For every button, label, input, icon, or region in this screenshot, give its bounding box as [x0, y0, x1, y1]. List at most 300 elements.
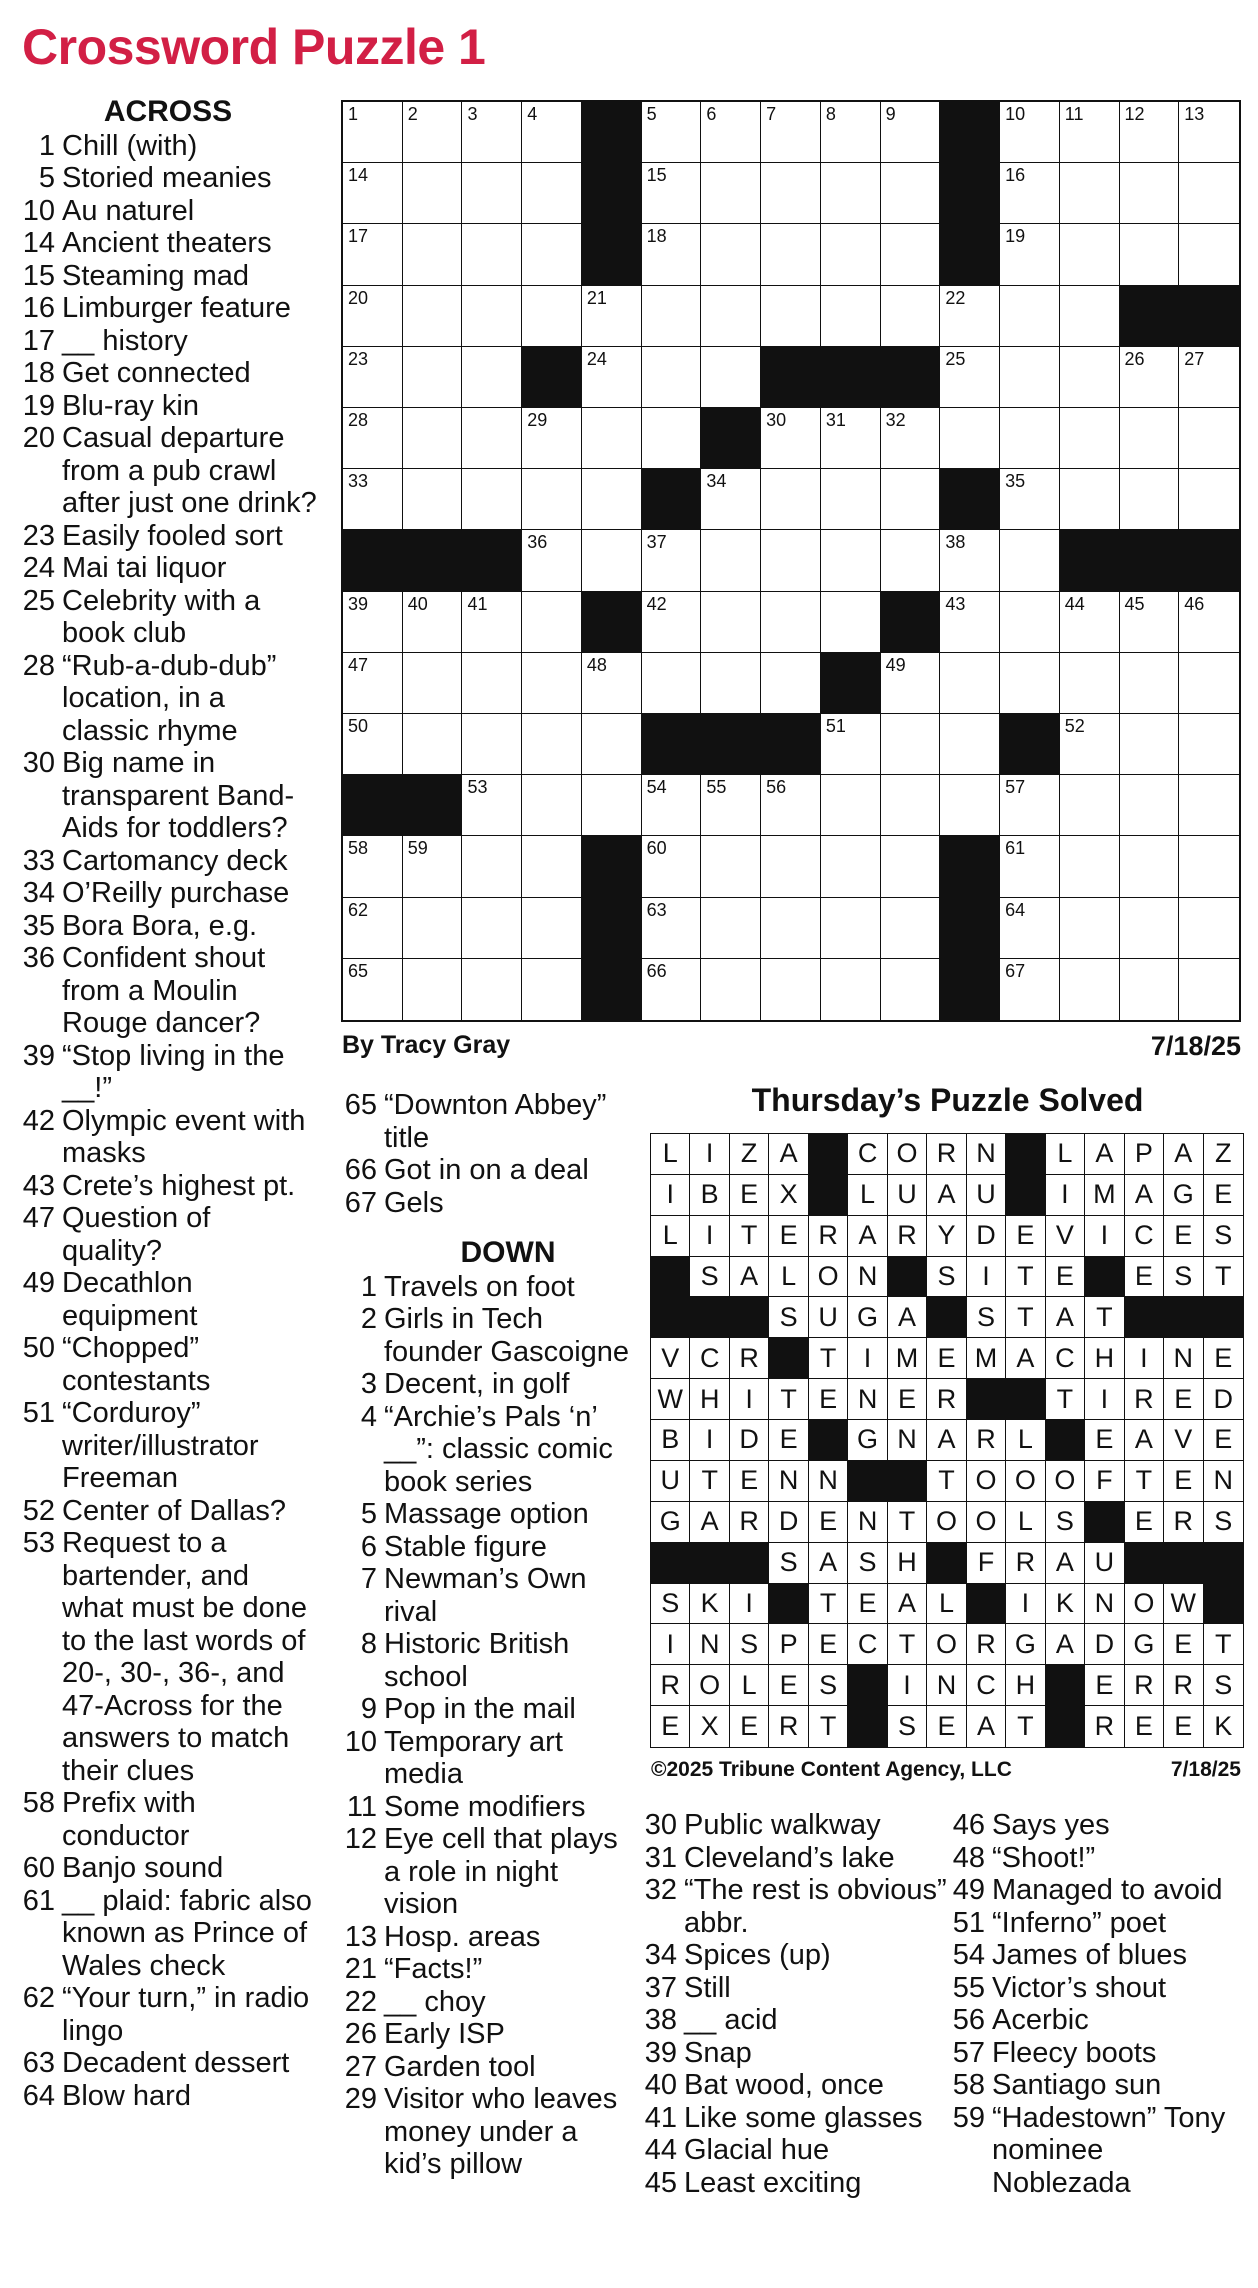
grid-cell[interactable]	[701, 163, 761, 224]
grid-cell[interactable]	[1060, 836, 1120, 897]
clue-number: 30	[644, 1809, 677, 1841]
grid-cell[interactable]	[1179, 836, 1239, 897]
grid-cell[interactable]	[821, 102, 881, 163]
grid-cell[interactable]	[1179, 775, 1239, 836]
grid-cell[interactable]	[881, 775, 941, 836]
grid-cell[interactable]	[821, 469, 881, 530]
clue-number: 51	[952, 1906, 985, 1939]
grid-cell[interactable]	[403, 714, 463, 775]
grid-cell[interactable]	[642, 836, 702, 897]
clue-number: 30	[22, 747, 55, 779]
grid-cell[interactable]	[881, 102, 941, 163]
solved-letter: T	[730, 1216, 769, 1257]
solved-letter: E	[769, 1216, 808, 1257]
grid-cell[interactable]	[1120, 714, 1180, 775]
clue-number: 58	[952, 2069, 985, 2101]
grid-cell[interactable]	[343, 408, 403, 469]
grid-cell[interactable]	[1000, 775, 1060, 836]
clue-text: Steaming mad	[62, 259, 249, 292]
clue-text: Get connected	[62, 357, 251, 389]
grid-cell[interactable]	[522, 408, 582, 469]
grid-cell[interactable]	[1120, 653, 1180, 714]
grid-cell[interactable]	[642, 224, 702, 285]
grid-cell[interactable]	[1000, 836, 1060, 897]
black-square	[821, 653, 881, 714]
grid-cell[interactable]	[821, 530, 881, 591]
grid-cell[interactable]	[582, 530, 642, 591]
grid-cell[interactable]	[1179, 163, 1239, 224]
solved-letter: L	[651, 1134, 690, 1175]
black-square	[881, 347, 941, 408]
grid-cell[interactable]	[701, 224, 761, 285]
grid-cell[interactable]	[1000, 286, 1060, 347]
grid-cell[interactable]	[881, 469, 941, 530]
grid-cell[interactable]	[940, 530, 1000, 591]
grid-cell[interactable]	[403, 469, 463, 530]
clue-number: 41	[644, 2101, 677, 2134]
grid-cell[interactable]	[343, 836, 403, 897]
grid-cell[interactable]	[403, 959, 463, 1020]
grid-cell[interactable]	[761, 224, 821, 285]
grid-cell[interactable]	[1179, 224, 1239, 285]
solved-letter: T	[1006, 1297, 1045, 1338]
grid-cell[interactable]	[1179, 347, 1239, 408]
grid-cell[interactable]	[1060, 653, 1120, 714]
cell-number: 11	[1064, 104, 1084, 124]
grid-cell[interactable]	[821, 224, 881, 285]
grid-cell[interactable]	[1120, 775, 1180, 836]
grid-cell[interactable]	[701, 530, 761, 591]
clue-item	[340, 1953, 640, 1986]
grid-cell[interactable]	[940, 408, 1000, 469]
grid-cell[interactable]	[881, 714, 941, 775]
grid-cell[interactable]	[522, 775, 582, 836]
cell-number: 9	[885, 104, 896, 124]
grid-cell[interactable]	[881, 163, 941, 224]
solved-letter: R	[967, 1420, 1006, 1461]
grid-cell[interactable]	[701, 102, 761, 163]
clue-item	[18, 552, 318, 585]
grid-cell[interactable]	[642, 163, 702, 224]
grid-cell[interactable]	[761, 959, 821, 1020]
cell-number: 59	[407, 838, 428, 859]
grid-cell[interactable]	[403, 347, 463, 408]
grid-cell[interactable]	[761, 469, 821, 530]
grid-cell[interactable]	[1060, 592, 1120, 653]
grid-cell[interactable]	[642, 959, 702, 1020]
clue-item	[640, 2134, 950, 2167]
grid-cell[interactable]	[1179, 959, 1239, 1020]
grid-cell[interactable]	[522, 530, 582, 591]
grid-cell[interactable]	[701, 653, 761, 714]
solved-black-square	[1204, 1297, 1243, 1338]
solved-letter: S	[651, 1584, 690, 1625]
solved-black-square	[1046, 1665, 1085, 1706]
clue-item	[18, 942, 318, 1040]
solved-letter: L	[730, 1665, 769, 1706]
grid-cell[interactable]	[1120, 959, 1180, 1020]
clue-number: 38	[644, 2004, 677, 2036]
grid-cell[interactable]	[462, 469, 522, 530]
solved-letter: E	[1125, 1257, 1164, 1298]
clue-item	[18, 260, 318, 293]
grid-cell[interactable]	[522, 102, 582, 163]
clue-item	[18, 650, 318, 748]
grid-cell[interactable]	[1120, 163, 1180, 224]
solved-title: Thursday’s Puzzle Solved	[751, 1082, 1144, 1118]
solved-letter: A	[690, 1502, 729, 1543]
solved-letter: M	[1085, 1175, 1124, 1216]
solved-letter: A	[1006, 1338, 1045, 1379]
solved-letter: H	[690, 1379, 729, 1420]
grid-cell[interactable]	[462, 408, 522, 469]
clue-number: 6	[360, 1530, 377, 1563]
clue-number: 49	[22, 1267, 55, 1299]
grid-cell[interactable]	[462, 224, 522, 285]
grid-cell[interactable]	[881, 959, 941, 1020]
grid-cell[interactable]	[522, 224, 582, 285]
solved-letter: I	[888, 1665, 927, 1706]
grid-cell[interactable]	[462, 653, 522, 714]
clue-item	[18, 845, 318, 878]
grid-cell[interactable]	[761, 592, 821, 653]
solved-letter: N	[1204, 1461, 1243, 1502]
cell-number: 32	[885, 410, 906, 430]
black-square	[761, 347, 821, 408]
black-square	[1000, 714, 1060, 775]
solved-letter: P	[769, 1624, 808, 1665]
clue-text: Public walkway	[684, 1809, 881, 1841]
cell-number: 24	[586, 348, 607, 369]
grid-cell[interactable]	[1179, 898, 1239, 959]
grid-cell[interactable]	[761, 286, 821, 347]
grid-cell[interactable]	[1060, 286, 1120, 347]
grid-cell[interactable]	[940, 775, 1000, 836]
grid-cell[interactable]	[582, 469, 642, 530]
grid-cell[interactable]	[1120, 347, 1180, 408]
solved-letter: S	[1164, 1257, 1203, 1298]
solved-letter: E	[927, 1338, 966, 1379]
cell-number: 28	[348, 410, 369, 430]
clue-item	[948, 1842, 1248, 1875]
grid-cell[interactable]	[940, 347, 1000, 408]
grid-cell[interactable]	[403, 286, 463, 347]
grid-cell[interactable]	[761, 898, 821, 959]
clue-item	[948, 1907, 1248, 1940]
solved-letter: T	[1204, 1624, 1243, 1665]
solved-letter: C	[967, 1665, 1006, 1706]
grid-cell[interactable]	[1000, 530, 1060, 591]
grid-cell[interactable]	[522, 959, 582, 1020]
grid-cell[interactable]	[1060, 469, 1120, 530]
grid-cell[interactable]	[582, 408, 642, 469]
clue-number: 17	[22, 324, 55, 357]
solved-letter: S	[809, 1665, 848, 1706]
grid-cell[interactable]	[522, 592, 582, 653]
grid-cell[interactable]	[642, 898, 702, 959]
grid-cell[interactable]	[462, 286, 522, 347]
grid-cell[interactable]	[1060, 163, 1120, 224]
solved-black-square	[651, 1297, 690, 1338]
grid-cell[interactable]	[462, 775, 522, 836]
grid-cell[interactable]	[343, 224, 403, 285]
grid-cell[interactable]	[522, 469, 582, 530]
clue-number: 8	[360, 1628, 377, 1660]
grid-cell[interactable]	[462, 347, 522, 408]
grid-cell[interactable]	[881, 898, 941, 959]
grid-cell[interactable]	[343, 102, 403, 163]
grid-cell[interactable]	[881, 836, 941, 897]
solved-letter: U	[1085, 1543, 1124, 1584]
grid-cell[interactable]	[701, 775, 761, 836]
grid-cell[interactable]	[1060, 714, 1120, 775]
grid-cell[interactable]	[1120, 898, 1180, 959]
grid-cell[interactable]	[761, 408, 821, 469]
grid-cell[interactable]	[1060, 102, 1120, 163]
grid-cell[interactable]	[522, 714, 582, 775]
cell-number: 52	[1064, 716, 1085, 736]
grid-cell[interactable]	[881, 224, 941, 285]
grid-cell[interactable]	[1120, 836, 1180, 897]
grid-cell[interactable]	[462, 836, 522, 897]
solved-letter: V	[1046, 1216, 1085, 1257]
grid-cell[interactable]	[1060, 959, 1120, 1020]
grid-cell[interactable]	[881, 653, 941, 714]
clue-number: 3	[360, 1368, 377, 1400]
clue-number: 16	[22, 292, 55, 324]
grid-cell[interactable]	[642, 592, 702, 653]
grid-cell[interactable]	[1000, 592, 1060, 653]
grid-cell[interactable]	[1179, 408, 1239, 469]
grid-cell[interactable]	[343, 898, 403, 959]
clue-text: Mai tai liquor	[62, 552, 227, 584]
grid-cell[interactable]	[761, 530, 821, 591]
cell-number: 23	[348, 348, 369, 369]
grid-cell[interactable]	[1120, 102, 1180, 163]
grid-cell[interactable]	[1000, 653, 1060, 714]
solved-black-square	[769, 1584, 808, 1625]
solved-letter: E	[1085, 1665, 1124, 1706]
grid-cell[interactable]	[1179, 102, 1239, 163]
clue-text: Historic British school	[384, 1628, 570, 1693]
grid-cell[interactable]	[462, 714, 522, 775]
clue-number: 35	[22, 909, 55, 942]
grid-cell[interactable]	[403, 163, 463, 224]
grid-cell[interactable]	[821, 286, 881, 347]
grid-cell[interactable]	[582, 286, 642, 347]
solved-black-square	[848, 1706, 887, 1747]
cell-number: 3	[467, 104, 478, 124]
grid-cell[interactable]	[403, 898, 463, 959]
grid-cell[interactable]	[761, 653, 821, 714]
grid-cell[interactable]	[701, 959, 761, 1020]
grid-cell[interactable]	[1179, 653, 1239, 714]
grid-cell[interactable]	[1120, 592, 1180, 653]
grid-cell[interactable]	[1120, 224, 1180, 285]
grid-cell[interactable]	[1060, 898, 1120, 959]
clue-item	[18, 2047, 318, 2080]
grid-cell[interactable]	[1000, 469, 1060, 530]
clue-text: “The rest is obvious” abbr.	[684, 1874, 947, 1939]
grid-cell[interactable]	[343, 163, 403, 224]
grid-cell[interactable]	[642, 347, 702, 408]
clue-text: Cartomancy deck	[62, 844, 288, 877]
grid-cell[interactable]	[462, 102, 522, 163]
grid-cell[interactable]	[701, 898, 761, 959]
grid-cell[interactable]	[462, 163, 522, 224]
clue-item	[18, 520, 318, 553]
grid-cell[interactable]	[701, 836, 761, 897]
grid-cell[interactable]	[701, 469, 761, 530]
grid-cell[interactable]	[1060, 775, 1120, 836]
grid-cell[interactable]	[522, 163, 582, 224]
grid-cell[interactable]	[1000, 347, 1060, 408]
grid-cell[interactable]	[403, 224, 463, 285]
grid-cell[interactable]	[582, 714, 642, 775]
grid-cell[interactable]	[940, 286, 1000, 347]
clue-item	[340, 2051, 640, 2084]
grid-cell[interactable]	[761, 836, 821, 897]
grid-cell[interactable]	[1000, 102, 1060, 163]
grid-cell[interactable]	[761, 163, 821, 224]
grid-cell[interactable]	[642, 653, 702, 714]
solved-black-square	[1125, 1297, 1164, 1338]
grid-cell[interactable]	[582, 347, 642, 408]
grid-cell[interactable]	[1179, 469, 1239, 530]
solved-letter: S	[967, 1297, 1006, 1338]
solved-letter: M	[967, 1338, 1006, 1379]
solved-black-square	[769, 1338, 808, 1379]
clue-number: 10	[344, 1725, 377, 1758]
cell-number: 58	[348, 838, 369, 859]
grid-cell[interactable]	[1179, 714, 1239, 775]
grid-cell[interactable]	[1120, 408, 1180, 469]
grid-cell[interactable]	[761, 775, 821, 836]
grid-cell[interactable]	[582, 653, 642, 714]
grid-cell[interactable]	[582, 775, 642, 836]
grid-cell[interactable]	[642, 775, 702, 836]
solved-letter: A	[848, 1216, 887, 1257]
grid-cell[interactable]	[403, 836, 463, 897]
grid-cell[interactable]	[701, 347, 761, 408]
grid-cell[interactable]	[343, 469, 403, 530]
grid-cell[interactable]	[522, 836, 582, 897]
grid-cell[interactable]	[821, 163, 881, 224]
grid-cell[interactable]	[701, 592, 761, 653]
solved-letter: S	[927, 1257, 966, 1298]
grid-cell[interactable]	[701, 286, 761, 347]
solved-letter: L	[1006, 1420, 1045, 1461]
clue-text: “Shoot!”	[992, 1841, 1096, 1874]
clue-number: 19	[22, 389, 55, 422]
grid-cell[interactable]	[821, 592, 881, 653]
grid-cell[interactable]	[940, 592, 1000, 653]
clue-text: Temporary art media	[384, 1725, 563, 1790]
grid-cell[interactable]	[403, 408, 463, 469]
grid-cell[interactable]	[343, 959, 403, 1020]
grid-cell[interactable]	[881, 286, 941, 347]
cell-number: 7	[766, 104, 777, 124]
grid-cell[interactable]	[1060, 408, 1120, 469]
grid-cell[interactable]	[462, 959, 522, 1020]
solved-letter: E	[927, 1706, 966, 1747]
grid-cell[interactable]	[1000, 959, 1060, 1020]
grid-cell[interactable]	[522, 653, 582, 714]
grid-cell[interactable]	[761, 102, 821, 163]
solved-letter: Y	[927, 1216, 966, 1257]
solved-letter: C	[848, 1624, 887, 1665]
grid-cell[interactable]	[522, 286, 582, 347]
solved-letter: E	[809, 1502, 848, 1543]
black-square	[940, 163, 1000, 224]
clue-number: 47	[22, 1202, 55, 1234]
grid-cell[interactable]	[343, 286, 403, 347]
grid-cell[interactable]	[1000, 898, 1060, 959]
grid-cell[interactable]	[403, 653, 463, 714]
grid-cell[interactable]	[522, 898, 582, 959]
black-square	[940, 469, 1000, 530]
solved-letter: A	[809, 1543, 848, 1584]
grid-cell[interactable]	[462, 592, 522, 653]
grid-cell[interactable]	[821, 408, 881, 469]
grid-cell[interactable]	[1060, 224, 1120, 285]
grid-cell[interactable]	[881, 408, 941, 469]
solved-letter: T	[927, 1461, 966, 1502]
cell-number: 14	[348, 165, 369, 186]
grid-cell[interactable]	[343, 347, 403, 408]
grid-cell[interactable]	[1000, 163, 1060, 224]
solved-letter: U	[651, 1461, 690, 1502]
grid-cell[interactable]	[1120, 469, 1180, 530]
grid-cell[interactable]	[1179, 592, 1239, 653]
grid-cell[interactable]	[642, 286, 702, 347]
clue-item	[948, 1972, 1248, 2005]
grid-cell[interactable]	[403, 102, 463, 163]
grid-cell[interactable]	[821, 775, 881, 836]
clue-item	[640, 2004, 950, 2037]
solved-letter: X	[769, 1175, 808, 1216]
clue-text: Visitor who leaves money under a kid’s pillow	[384, 2083, 618, 2180]
clue-item	[340, 2083, 640, 2181]
grid-cell[interactable]	[821, 714, 881, 775]
grid-cell[interactable]	[821, 959, 881, 1020]
clue-number: 55	[952, 1971, 985, 2004]
clue-text: Stable figure	[384, 1530, 547, 1563]
grid-cell[interactable]	[1000, 408, 1060, 469]
grid-cell[interactable]	[821, 898, 881, 959]
grid-cell[interactable]	[642, 408, 702, 469]
grid-cell[interactable]	[343, 592, 403, 653]
grid-cell[interactable]	[462, 898, 522, 959]
solved-letter: I	[1006, 1584, 1045, 1625]
grid-cell[interactable]	[821, 836, 881, 897]
grid-cell[interactable]	[642, 530, 702, 591]
grid-cell[interactable]	[403, 592, 463, 653]
grid-cell[interactable]	[881, 530, 941, 591]
grid-cell[interactable]	[940, 653, 1000, 714]
grid-cell[interactable]	[642, 102, 702, 163]
grid-cell[interactable]	[343, 714, 403, 775]
solved-letter: E	[1164, 1216, 1203, 1257]
grid-cell[interactable]	[1060, 347, 1120, 408]
grid-cell[interactable]	[1000, 224, 1060, 285]
cell-number: 48	[586, 654, 607, 675]
solved-letter: A	[927, 1420, 966, 1461]
grid-cell[interactable]	[940, 714, 1000, 775]
clue-text: O’Reilly purchase	[62, 877, 290, 909]
grid-cell[interactable]	[343, 653, 403, 714]
cell-number: 6	[706, 104, 717, 124]
